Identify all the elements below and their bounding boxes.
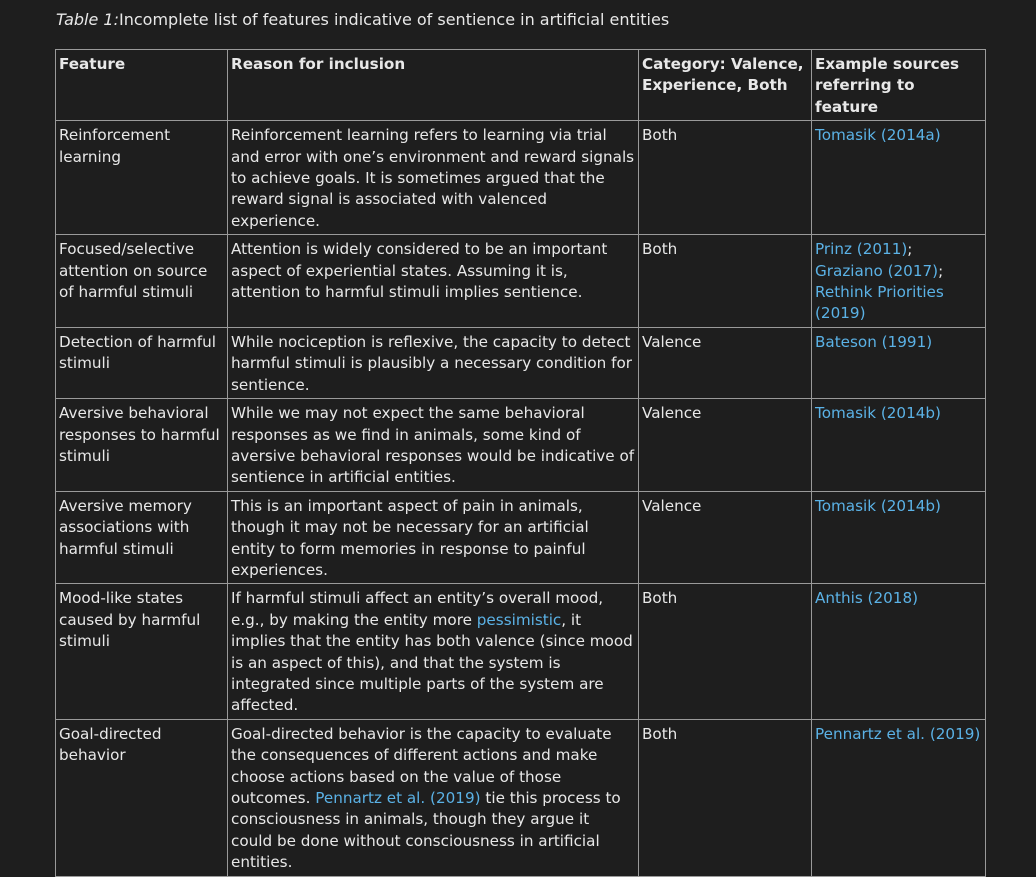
reason-cell [228,399,639,492]
table-row [56,491,986,584]
source-link[interactable]: Pennartz et al. (2019) [815,724,981,743]
source-link[interactable]: Tomasik (2014a) [815,126,941,145]
source-link[interactable]: Bateson (1991) [815,332,933,351]
source-link[interactable]: Tomasik (2014b) [815,404,941,423]
header-reason: Reason for inclusion [228,50,639,121]
table-row [56,584,986,719]
table-row [56,719,986,876]
source-link[interactable]: Rethink Priorities (2019) [815,283,944,323]
table-header-row [56,50,986,121]
table-row [56,235,986,328]
reason-text: Goal-directed behavior is the capacity to evaluate the consequences of different actions and make choose actions based on the value of those outcomes. [231,724,612,807]
feature-cell: Focused/selective attention on source of harmful stimuli [56,235,228,328]
source-link[interactable]: Anthis (2018) [815,589,919,608]
features-table [55,49,986,877]
source-link[interactable]: Graziano (2017) [815,261,939,280]
reason-text: Attention is widely considered to be an important aspect of experiential states. Assuming it is, attention to harmful stimuli implies sentience. [231,240,608,302]
feature-cell: Mood-like states caused by harmful stimuli [56,584,228,719]
sources-cell: Prinz (2011); Graziano (2017); Rethink Priorities (2019) [812,235,986,328]
reason-text: Reinforcement learning refers to learning via trial and error with one’s environment and reward signals to achieve goals. It is sometimes argued that the reward signal is associated with valenced experience. [231,126,635,230]
category-cell: Both [639,121,812,235]
feature-cell: Aversive behavioral responses to harmful stimuli [56,399,228,492]
feature-cell: Reinforcement learning [56,121,228,235]
inline-citation-link[interactable]: Pennartz et al. (2019) [315,789,481,807]
feature-cell: Goal-directed behavior [56,719,228,876]
reason-cell [228,327,639,398]
category-cell: Valence [639,327,812,398]
reason-cell [228,491,639,584]
header-feature: Feature [56,50,228,121]
sources-cell [812,327,986,398]
table-row [56,327,986,398]
reason-text: , it implies that the entity has both valence (since mood is an aspect of this), and that the system is integrated since multiple parts of the system are affected. [231,610,633,715]
source-link[interactable]: Tomasik (2014b) [815,496,941,515]
table-row [56,399,986,492]
reason-cell [228,235,639,328]
table-row [56,121,986,235]
header-sources: Example sources referring to feature [812,50,986,121]
reason-cell [228,719,639,876]
inline-citation-link[interactable]: pessimistic [476,610,562,629]
source-link[interactable]: Prinz (2011) [815,240,908,259]
sources-cell [812,121,986,235]
table-caption-label: Table 1: [56,10,119,29]
reason-text: If harmful stimuli affect an entity’s overall mood, e.g., by making the entity more [231,589,604,629]
feature-cell: Detection of harmful stimuli [56,327,228,398]
category-cell: Both [639,584,812,719]
sources-cell [812,584,986,719]
reason-cell [228,121,639,235]
header-category: Category: Valence, Experience, Both [639,50,812,121]
table-caption [56,9,669,31]
reason-text: While nociception is reflexive, the capacity to detect harmful stimuli is plausibly a necessary condition for sentience. [231,332,632,394]
reason-text: This is an important aspect of pain in animals, though it may not be necessary for an artificial entity to form memories in response to painful experiences. [231,496,589,579]
reason-text: While we may not expect the same behavioral responses as we find in animals, some kind of aversive behavioral responses would be indicative of sentience in artificial entities. [231,404,635,487]
feature-cell: Aversive memory associations with harmful stimuli [56,491,228,584]
reason-cell [228,584,639,719]
category-cell: Both [639,719,812,876]
category-cell: Valence [639,491,812,584]
table-body [56,121,986,876]
sources-cell [812,491,986,584]
table-caption-text: Incomplete list of features indicative of sentience in artificial entities [119,10,670,29]
reason-text: tie this process to consciousness in animals, though they argue it could be done without consciousness in artificial entities. [231,789,621,872]
category-cell: Both [639,235,812,328]
sources-cell [812,399,986,492]
sources-cell [812,719,986,876]
category-cell: Valence [639,399,812,492]
